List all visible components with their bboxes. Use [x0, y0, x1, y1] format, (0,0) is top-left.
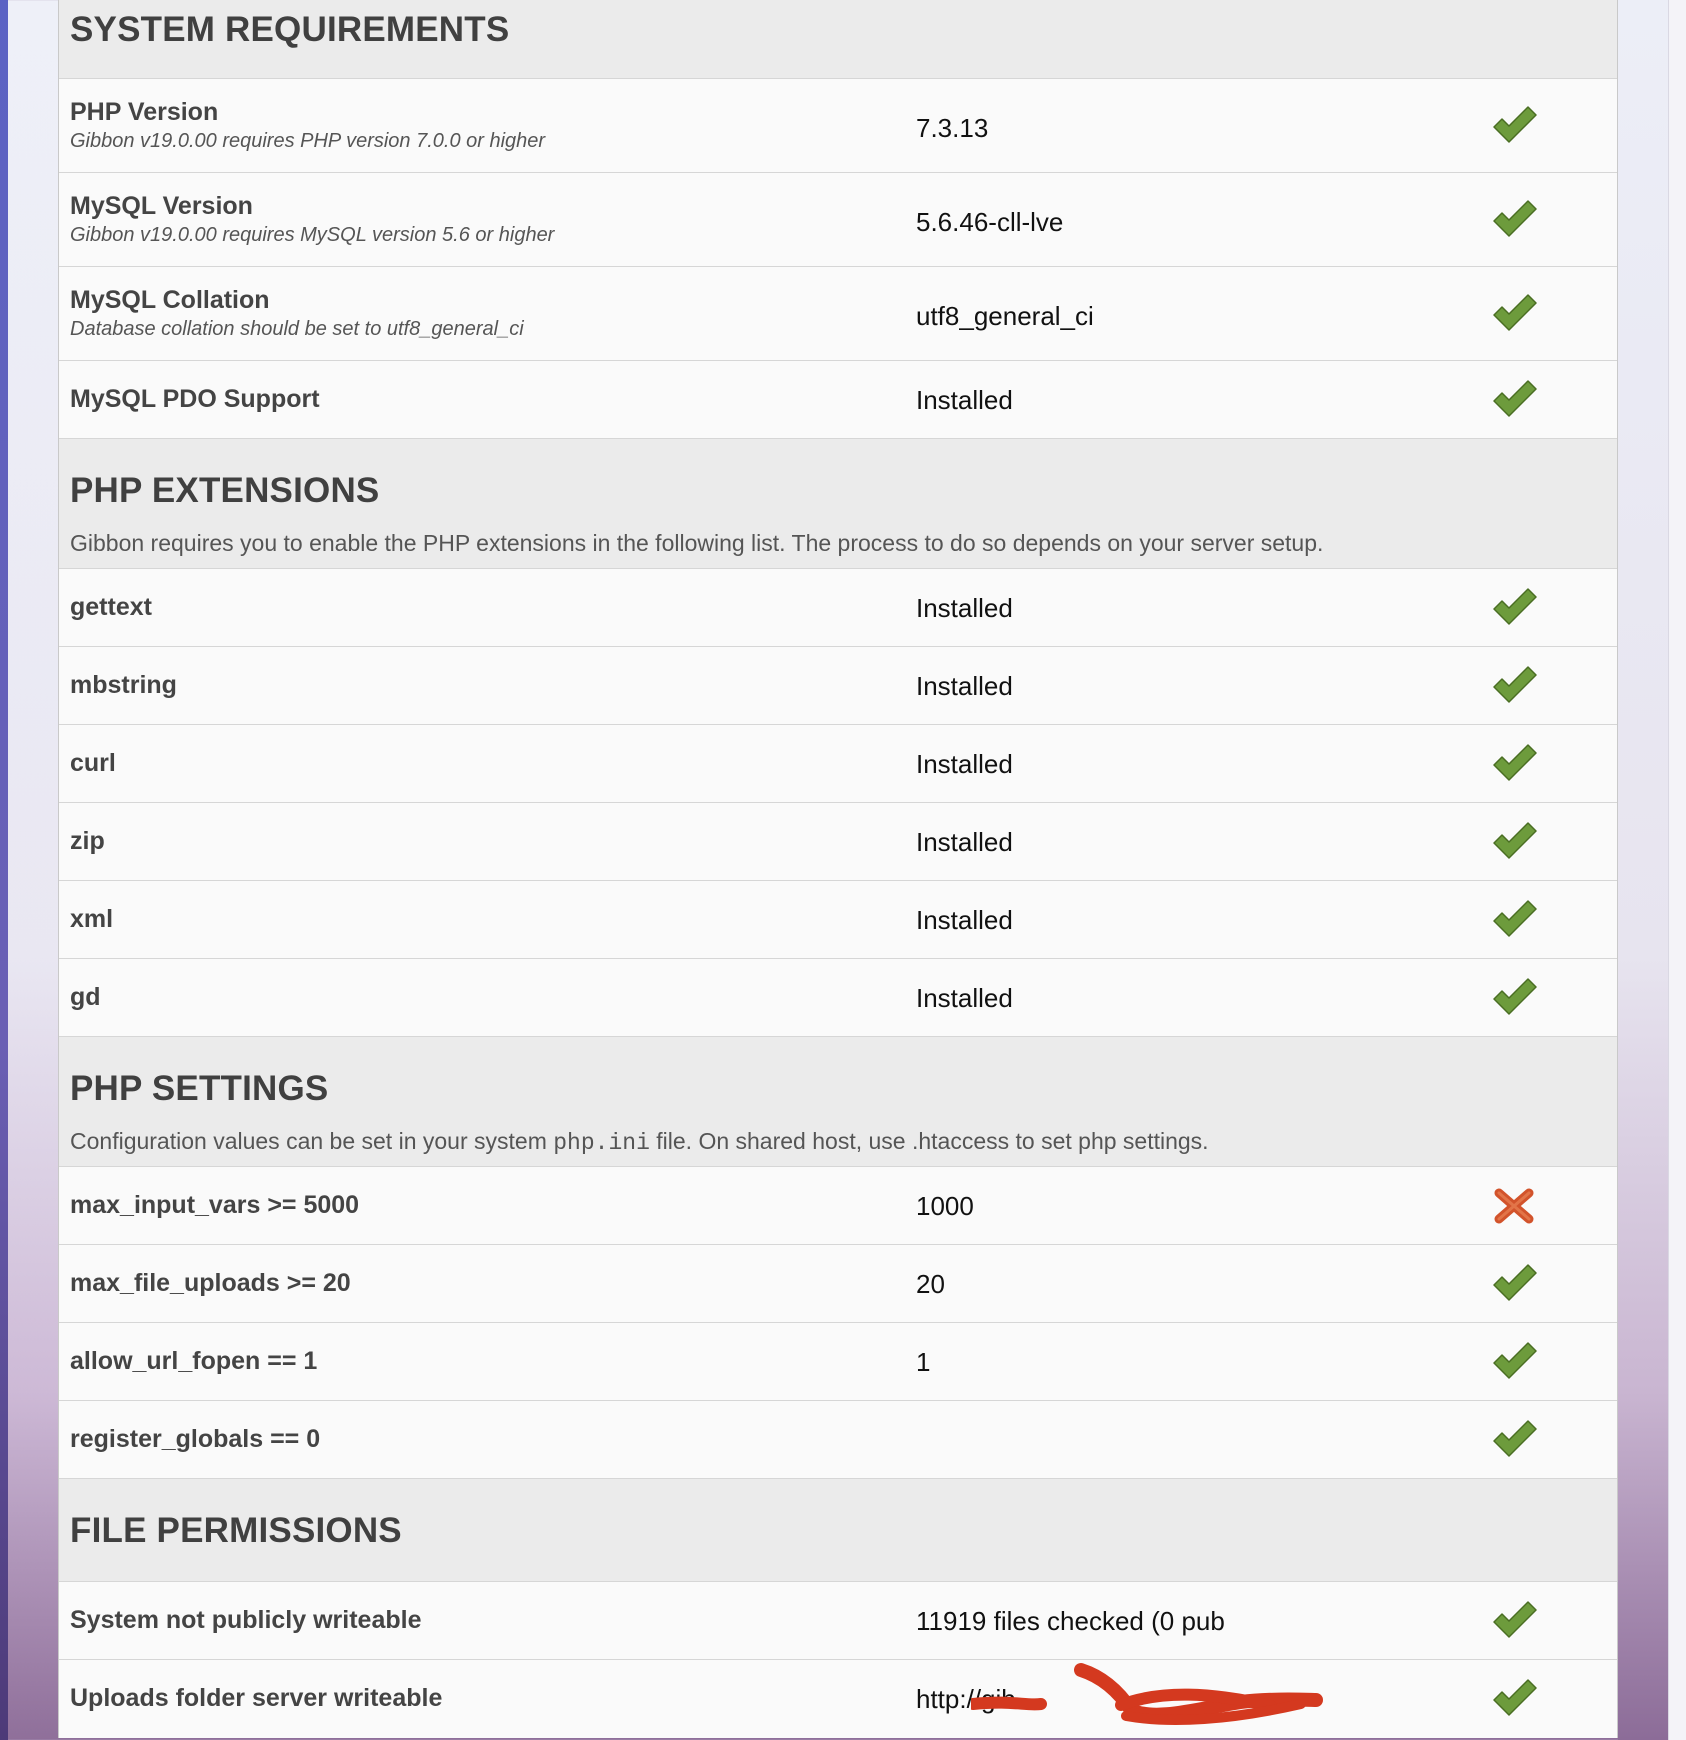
- checkmark-icon: [1491, 379, 1539, 419]
- extension-row-gettext: [59, 569, 1617, 647]
- extension-row-zip: [59, 803, 1617, 881]
- background-right: [1618, 0, 1668, 1740]
- section-system-requirements-header: [59, 0, 1617, 79]
- row-value: Installed: [916, 983, 1013, 1013]
- setting-row-max-input-vars: [59, 1167, 1617, 1245]
- row-value: 7.3.13: [916, 113, 989, 143]
- checkmark-icon: [1491, 743, 1539, 783]
- row-label: max_input_vars >= 5000: [70, 1191, 360, 1219]
- setting-row-allow-url-fopen: [59, 1323, 1617, 1401]
- row-value: Installed: [916, 671, 1013, 701]
- extension-row-mbstring: [59, 647, 1617, 725]
- setting-row-register-globals: [59, 1401, 1617, 1479]
- checkmark-icon: [1491, 1419, 1539, 1459]
- php-ini-code: php.ini: [553, 1130, 650, 1156]
- row-sublabel: Gibbon v19.0.00 requires PHP version 7.0.0 or higher: [70, 130, 546, 152]
- row-label: MySQL PDO Support: [70, 385, 320, 413]
- row-value: 5.6.46-cll-lve: [916, 207, 1064, 237]
- row-label: PHP Version: [70, 98, 219, 126]
- row-label: register_globals == 0: [70, 1425, 321, 1453]
- row-label: allow_url_fopen == 1: [70, 1347, 318, 1375]
- checkmark-icon: [1491, 977, 1539, 1017]
- extension-row-xml: [59, 881, 1617, 959]
- row-label: max_file_uploads >= 20: [70, 1269, 351, 1297]
- row-value: 20: [916, 1269, 945, 1299]
- checkmark-icon: [1491, 199, 1539, 239]
- checkmark-icon: [1491, 899, 1539, 939]
- row-label: gd: [70, 983, 101, 1011]
- row-value: 1: [916, 1347, 931, 1377]
- scrollbar[interactable]: [1668, 0, 1686, 1740]
- row-sublabel: Gibbon v19.0.00 requires MySQL version 5.6 or higher: [70, 224, 555, 246]
- description-text: Configuration values can be set in your system: [70, 1128, 554, 1154]
- row-label: mbstring: [70, 671, 177, 699]
- checkmark-icon: [1491, 821, 1539, 861]
- checkmark-icon: [1491, 665, 1539, 705]
- row-label: gettext: [70, 593, 152, 621]
- checkmark-icon: [1491, 293, 1539, 333]
- checkmark-icon: [1491, 1678, 1539, 1718]
- row-value: Installed: [916, 385, 1013, 415]
- permission-row-system-writeable: [59, 1582, 1617, 1660]
- requirement-row-mysql-version: [59, 173, 1617, 267]
- row-value: 1000: [916, 1191, 974, 1221]
- section-php-extensions-header: [59, 439, 1617, 569]
- row-label: xml: [70, 905, 114, 933]
- row-value: Installed: [916, 905, 1013, 935]
- section-description: Gibbon requires you to enable the PHP extensions in the following list. The process to do so depends on your server setup.: [70, 530, 1324, 556]
- section-title: PHP SETTINGS: [70, 1069, 329, 1108]
- row-label: Uploads folder server writeable: [70, 1684, 443, 1712]
- permission-row-uploads-writeable: [59, 1660, 1617, 1738]
- requirement-row-mysql-collation: [59, 267, 1617, 361]
- section-title: FILE PERMISSIONS: [70, 1511, 402, 1550]
- checkmark-icon: [1491, 587, 1539, 627]
- row-value: utf8_general_ci: [916, 301, 1094, 331]
- extension-row-gd: [59, 959, 1617, 1037]
- requirement-row-mysql-pdo: [59, 361, 1617, 439]
- checkmark-icon: [1491, 105, 1539, 145]
- row-value: Installed: [916, 749, 1013, 779]
- section-file-permissions-header: [59, 1479, 1617, 1582]
- row-value: 11919 files checked (0 pub: [916, 1606, 1225, 1636]
- row-label: zip: [70, 827, 105, 855]
- checkmark-icon: [1491, 1341, 1539, 1381]
- row-label: System not publicly writeable: [70, 1606, 422, 1634]
- setting-row-max-file-uploads: [59, 1245, 1617, 1323]
- row-label: MySQL Collation: [70, 286, 270, 314]
- checkmark-icon: [1491, 1263, 1539, 1303]
- row-value: Installed: [916, 593, 1013, 623]
- row-sublabel: Database collation should be set to utf8_general_ci: [70, 318, 524, 340]
- row-label: MySQL Version: [70, 192, 253, 220]
- window-edge-left: [0, 0, 8, 1740]
- cross-icon: [1491, 1185, 1539, 1225]
- redaction-scribble: [971, 1660, 1331, 1738]
- description-text: file. On shared host, use .htaccess to set php settings.: [649, 1128, 1209, 1154]
- section-title: SYSTEM REQUIREMENTS: [70, 10, 510, 49]
- requirement-row-php-version: [59, 79, 1617, 173]
- row-value: http://gib: [916, 1684, 1016, 1714]
- section-description: [70, 1128, 1209, 1156]
- extension-row-curl: [59, 725, 1617, 803]
- section-php-settings-header: [59, 1037, 1617, 1167]
- row-value: Installed: [916, 827, 1013, 857]
- installer-requirements-panel: [58, 0, 1618, 1738]
- checkmark-icon: [1491, 1600, 1539, 1640]
- row-label: curl: [70, 749, 116, 777]
- section-title: PHP EXTENSIONS: [70, 471, 380, 510]
